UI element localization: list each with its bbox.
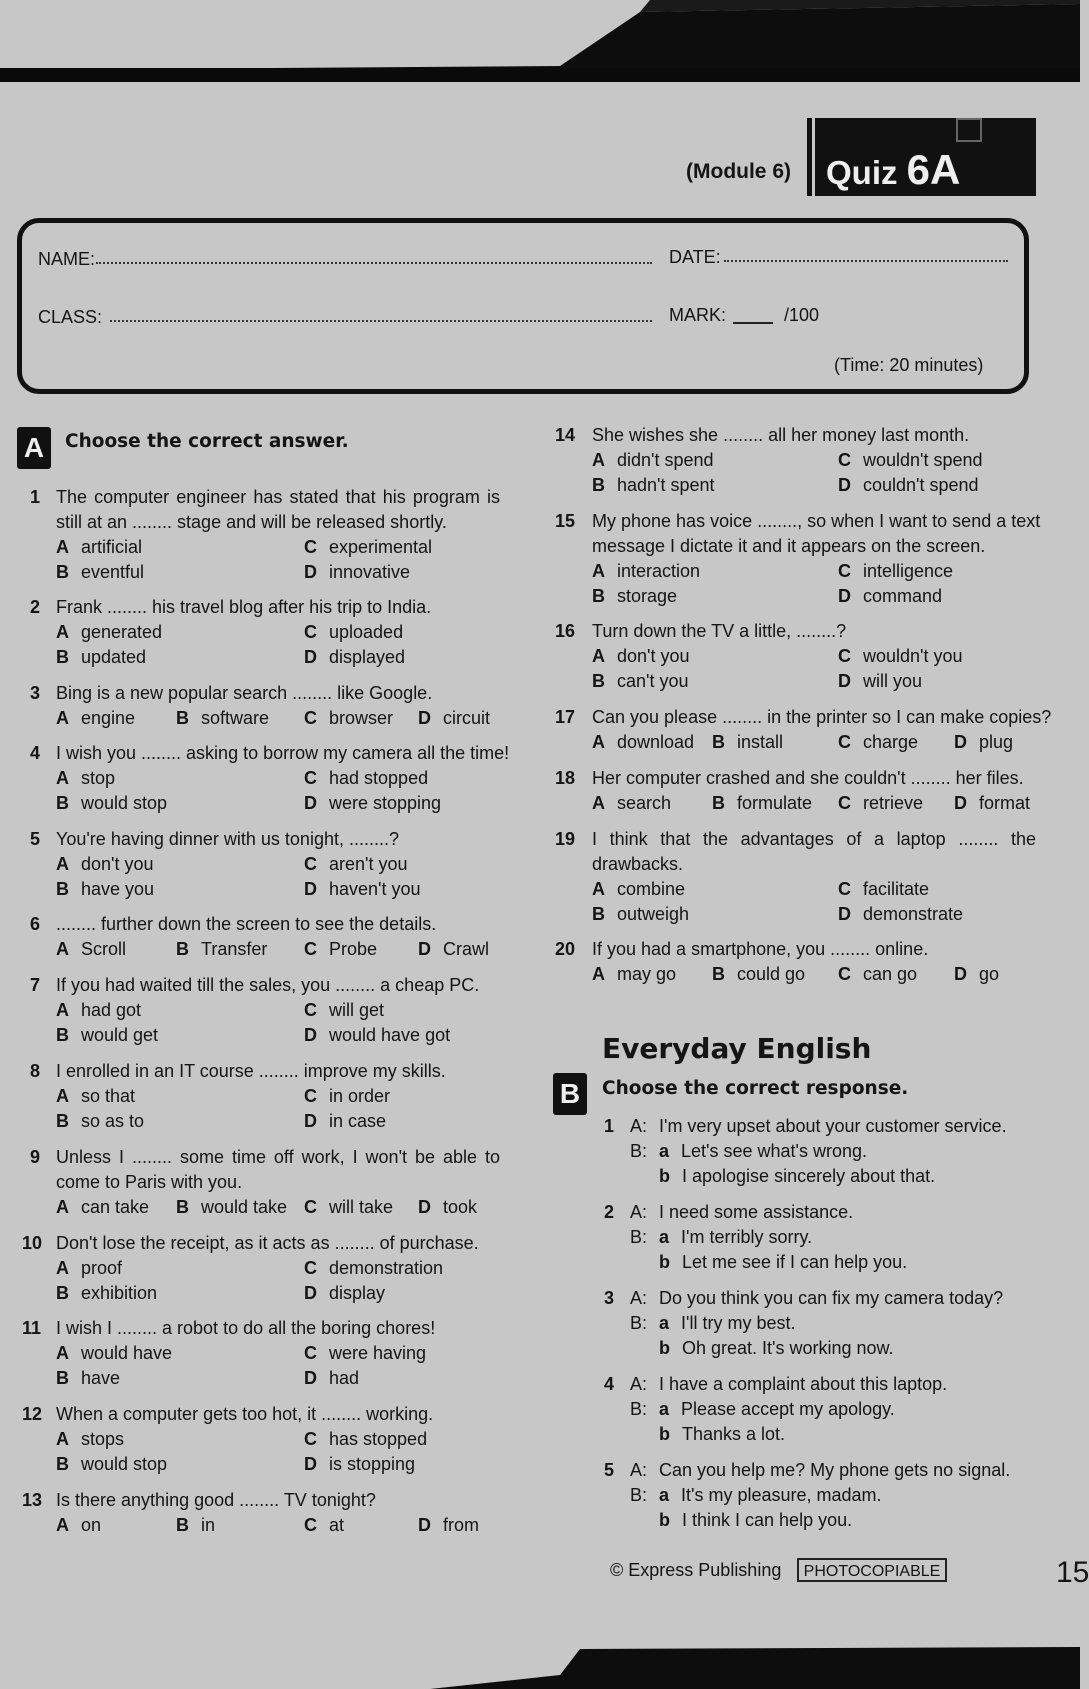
q13-option-c[interactable]: C at xyxy=(304,1515,345,1535)
q9-option-c-text: will take xyxy=(329,1197,394,1217)
response-b-text: Oh great. It's working now. xyxy=(682,1338,894,1358)
q2-number: 2 xyxy=(30,597,41,617)
q3-number: 3 xyxy=(30,683,41,703)
response-b-text: I think I can help you. xyxy=(682,1510,853,1530)
photocopiable-badge: PHOTOCOPIABLE xyxy=(797,1558,947,1582)
q10-text: Don't lose the receipt, as it acts as ........ of purchase. xyxy=(56,1233,479,1253)
q1-option-d[interactable]: D innovative xyxy=(304,562,411,582)
q8-text: I enrolled in an IT course ........ improve my skills. xyxy=(56,1061,446,1081)
response-letter-a: a xyxy=(659,1141,670,1161)
class-field[interactable] xyxy=(110,320,652,322)
q9-text-line2: come to Paris with you. xyxy=(56,1172,243,1192)
q15-option-a[interactable]: A interaction xyxy=(592,561,701,581)
section-b-speaker-b: B: xyxy=(630,1485,648,1505)
q6-option-b-text: Transfer xyxy=(201,939,268,959)
q13-number: 13 xyxy=(22,1490,43,1510)
section-b-speaker-b: B: xyxy=(630,1313,648,1333)
response-letter-b: b xyxy=(659,1338,670,1358)
q11-option-b-text: have xyxy=(81,1368,121,1388)
q14-option-d[interactable]: D couldn't spend xyxy=(838,475,979,495)
q5-option-a-text: don't you xyxy=(81,854,154,874)
q12-option-b-text: would stop xyxy=(81,1454,168,1474)
section-b-statement: Do you think you can fix my camera today? xyxy=(659,1288,1004,1308)
q14-option-d-text: couldn't spend xyxy=(863,475,979,495)
q12-option-d[interactable]: D is stopping xyxy=(304,1454,416,1474)
section-b-speaker-b: B: xyxy=(630,1227,648,1247)
q14-option-c-text: wouldn't spend xyxy=(863,450,983,470)
section-b-speaker-a: A: xyxy=(630,1374,648,1394)
q8-option-a[interactable]: A so that xyxy=(56,1086,136,1106)
q10-option-d[interactable]: D display xyxy=(304,1283,386,1303)
q7-text: If you had waited till the sales, you ........ a cheap PC. xyxy=(56,975,480,995)
q3-option-c[interactable]: C browser xyxy=(304,708,394,728)
q4-option-c-text: had stopped xyxy=(329,768,429,788)
q8-number: 8 xyxy=(30,1061,41,1081)
q15-option-b[interactable]: B storage xyxy=(592,586,678,606)
q6-option-d-text: Crawl xyxy=(443,939,490,959)
q8-option-b-text: so as to xyxy=(81,1111,145,1131)
q16-option-d[interactable]: D will you xyxy=(838,671,923,691)
page-number: 15 xyxy=(1056,1556,1089,1589)
q10-option-a-text: proof xyxy=(81,1258,123,1278)
q4-text: I wish you ........ asking to borrow my camera all the time! xyxy=(56,743,510,763)
q5-text: You're having dinner with us tonight, ........? xyxy=(56,829,399,849)
q20-option-c[interactable]: C can go xyxy=(838,964,918,984)
q4-option-d-text: were stopping xyxy=(329,793,442,813)
q14-option-c[interactable]: C wouldn't spend xyxy=(838,450,983,470)
q20-option-c-text: can go xyxy=(863,964,918,984)
q16-option-c-text: wouldn't you xyxy=(863,646,963,666)
q20-option-d-text: go xyxy=(979,964,1000,984)
response-b-text: Thanks a lot. xyxy=(682,1424,786,1444)
q15-option-a-text: interaction xyxy=(617,561,701,581)
q11-option-d[interactable]: D had xyxy=(304,1368,360,1388)
response-a-text: I'll try my best. xyxy=(681,1313,796,1333)
q1-option-c-text: experimental xyxy=(329,537,433,557)
section-b-speaker-b: B: xyxy=(630,1399,648,1419)
q13-option-d-text: from xyxy=(443,1515,479,1535)
quiz-divider xyxy=(807,118,812,196)
section-b-response-b[interactable] xyxy=(659,1510,852,1531)
q2-option-b[interactable]: B updated xyxy=(56,647,147,667)
q19-text-line2: drawbacks. xyxy=(592,854,684,874)
response-letter-b: b xyxy=(659,1424,670,1444)
q15-option-d[interactable]: D command xyxy=(838,586,943,606)
q19-text-line1: I think that the advantages of a laptop ........ the xyxy=(592,829,1036,849)
response-letter-b: b xyxy=(659,1510,670,1530)
module-label: (Module 6) xyxy=(686,160,791,183)
q1-text-line1: The computer engineer has stated that his program is xyxy=(56,487,500,507)
q3-option-c-text: browser xyxy=(329,708,394,728)
q20-option-a[interactable]: A may go xyxy=(592,964,677,984)
quiz-box-corner xyxy=(956,118,982,142)
section-b-response-a[interactable] xyxy=(659,1313,795,1334)
q6-option-c[interactable]: C Probe xyxy=(304,939,378,959)
q15-option-c-text: intelligence xyxy=(863,561,954,581)
q2-option-c[interactable]: C uploaded xyxy=(304,622,404,642)
q13-text: Is there anything good ........ TV tonight? xyxy=(56,1490,376,1510)
q12-number: 12 xyxy=(22,1404,43,1424)
q5-option-b-text: have you xyxy=(81,879,155,899)
q4-number: 4 xyxy=(30,743,41,763)
mark-total: /100 xyxy=(784,305,820,325)
section-a-instruction: Choose the correct answer. xyxy=(65,431,349,452)
q1-option-a[interactable]: A artificial xyxy=(56,537,143,557)
q2-option-d[interactable]: D displayed xyxy=(304,647,406,667)
q16-option-a[interactable]: A don't you xyxy=(592,646,690,666)
q11-option-d-text: had xyxy=(329,1368,360,1388)
q8-option-d[interactable]: D in case xyxy=(304,1111,387,1131)
response-a-text: It's my pleasure, madam. xyxy=(681,1485,882,1505)
q17-text: Can you please ........ in the printer so I can make copies? xyxy=(592,707,1052,727)
q14-option-a[interactable]: A didn't spend xyxy=(592,450,714,470)
name-label: NAME: xyxy=(38,249,96,269)
q12-text: When a computer gets too hot, it ........ working. xyxy=(56,1404,434,1424)
q9-option-b-text: would take xyxy=(201,1197,288,1217)
q6-number: 6 xyxy=(30,914,41,934)
q4-option-a[interactable]: A stop xyxy=(56,768,116,788)
q19-number: 19 xyxy=(555,829,576,849)
q7-option-d[interactable]: D would have got xyxy=(304,1025,451,1045)
q5-option-d-text: haven't you xyxy=(329,879,421,899)
q12-option-d-text: is stopping xyxy=(329,1454,416,1474)
q3-option-a[interactable]: A engine xyxy=(56,708,136,728)
q3-option-d[interactable]: D circuit xyxy=(418,708,491,728)
time-note: (Time: 20 minutes) xyxy=(834,355,984,375)
q20-option-d[interactable]: D go xyxy=(954,964,1000,984)
section-b-speaker-a: A: xyxy=(630,1288,648,1308)
q19-option-d[interactable]: D demonstrate xyxy=(838,904,964,924)
section-b-statement: Can you help me? My phone gets no signal. xyxy=(659,1460,1011,1480)
section-b-statement: I have a complaint about this laptop. xyxy=(659,1374,948,1394)
q10-number: 10 xyxy=(22,1233,43,1253)
q17-option-c-text: charge xyxy=(863,732,919,752)
q12-option-c[interactable]: C has stopped xyxy=(304,1429,428,1449)
q15-option-c[interactable]: C intelligence xyxy=(838,561,954,581)
response-a-text: I'm terribly sorry. xyxy=(681,1227,813,1247)
q16-option-d-text: will you xyxy=(863,671,923,691)
q4-option-a-text: stop xyxy=(81,768,116,788)
q5-option-a[interactable]: A don't you xyxy=(56,854,154,874)
q16-option-a-text: don't you xyxy=(617,646,690,666)
name-field[interactable] xyxy=(96,262,652,264)
response-a-text: Please accept my apology. xyxy=(681,1399,895,1419)
response-letter-a: a xyxy=(659,1485,670,1505)
q20-number: 20 xyxy=(555,939,576,959)
q8-option-c[interactable]: C in order xyxy=(304,1086,391,1106)
section-b-response-b[interactable] xyxy=(659,1166,935,1187)
q11-option-b[interactable]: B have xyxy=(56,1368,121,1388)
response-letter-a: a xyxy=(659,1227,670,1247)
q14-option-b[interactable]: B hadn't spent xyxy=(592,475,715,495)
copyright: © Express Publishing xyxy=(610,1560,782,1580)
q18-option-c[interactable]: C retrieve xyxy=(838,793,924,813)
q8-option-c-text: in order xyxy=(329,1086,391,1106)
quiz-number: 6A xyxy=(906,146,961,193)
q4-option-c[interactable]: C had stopped xyxy=(304,768,429,788)
section-b-speaker-a: A: xyxy=(630,1460,648,1480)
q18-option-a-text: search xyxy=(617,793,672,813)
q11-option-c[interactable]: C were having xyxy=(304,1343,427,1363)
q1-text-line2: still at an ........ stage and will be released shortly. xyxy=(56,512,447,532)
q16-option-b[interactable]: B can't you xyxy=(592,671,689,691)
q7-option-a-text: had got xyxy=(81,1000,142,1020)
q1-option-b[interactable]: B eventful xyxy=(56,562,145,582)
q6-text: ........ further down the screen to see the details. xyxy=(56,914,437,934)
q14-number: 14 xyxy=(555,425,576,445)
q14-text: She wishes she ........ all her money last month. xyxy=(592,425,970,445)
scan-bottom-band xyxy=(0,1645,1080,1689)
q6-option-a-text: Scroll xyxy=(81,939,127,959)
section-b-item-number: 2 xyxy=(604,1202,615,1222)
q18-option-d-text: format xyxy=(979,793,1031,813)
section-b-response-a[interactable] xyxy=(659,1485,882,1506)
q2-option-a[interactable]: A generated xyxy=(56,622,163,642)
q15-number: 15 xyxy=(555,511,576,531)
q9-number: 9 xyxy=(30,1147,41,1167)
q17-option-b[interactable]: B install xyxy=(712,732,784,752)
q11-option-a[interactable]: A would have xyxy=(56,1343,173,1363)
q1-option-b-text: eventful xyxy=(81,562,145,582)
q9-text-line1: Unless I ........ some time off work, I won't be able to xyxy=(56,1147,500,1167)
q15-text-line1: My phone has voice ........, so when I want to send a text xyxy=(592,511,1041,531)
q16-option-c[interactable]: C wouldn't you xyxy=(838,646,963,666)
q6-option-d[interactable]: D Crawl xyxy=(418,939,490,959)
q5-option-d[interactable]: D haven't you xyxy=(304,879,421,899)
q10-option-a[interactable]: A proof xyxy=(56,1258,123,1278)
q19-option-d-text: demonstrate xyxy=(863,904,964,924)
section-b-response-b[interactable] xyxy=(659,1338,894,1359)
q7-option-a[interactable]: A had got xyxy=(56,1000,142,1020)
q3-option-b[interactable]: B software xyxy=(176,708,270,728)
response-letter-b: b xyxy=(659,1252,670,1272)
q17-option-d[interactable]: D plug xyxy=(954,732,1014,752)
q7-option-c-text: will get xyxy=(329,1000,385,1020)
q6-option-b[interactable]: B Transfer xyxy=(176,939,268,959)
q10-option-b[interactable]: B exhibition xyxy=(56,1283,158,1303)
q19-option-a-text: combine xyxy=(617,879,686,899)
q2-option-c-text: uploaded xyxy=(329,622,404,642)
q17-option-a[interactable]: A download xyxy=(592,732,695,752)
q16-text: Turn down the TV a little, ........? xyxy=(592,621,847,641)
q9-option-a-text: can take xyxy=(81,1197,150,1217)
q8-option-a-text: so that xyxy=(81,1086,136,1106)
q19-option-b[interactable]: B outweigh xyxy=(592,904,690,924)
q4-option-b-text: would stop xyxy=(81,793,168,813)
q19-option-b-text: outweigh xyxy=(617,904,690,924)
q6-option-a[interactable]: A Scroll xyxy=(56,939,127,959)
q12-option-a[interactable]: A stops xyxy=(56,1429,125,1449)
q17-number: 17 xyxy=(555,707,576,727)
q10-option-d-text: display xyxy=(329,1283,386,1303)
q18-number: 18 xyxy=(555,768,576,788)
q15-option-b-text: storage xyxy=(617,586,678,606)
q8-option-d-text: in case xyxy=(329,1111,387,1131)
section-b-statement: I need some assistance. xyxy=(659,1202,854,1222)
q17-option-c[interactable]: C charge xyxy=(838,732,919,752)
q20-option-b-text: could go xyxy=(737,964,806,984)
q13-option-b-text: in xyxy=(201,1515,216,1535)
q18-option-b-text: formulate xyxy=(737,793,813,813)
q5-option-c[interactable]: C aren't you xyxy=(304,854,408,874)
response-letter-a: a xyxy=(659,1399,670,1419)
response-letter-b: b xyxy=(659,1166,670,1186)
q20-option-b[interactable]: B could go xyxy=(712,964,806,984)
q11-number: 11 xyxy=(22,1318,42,1338)
response-letter-a: a xyxy=(659,1313,670,1333)
quiz-title xyxy=(826,146,960,194)
q7-option-b-text: would get xyxy=(81,1025,159,1045)
section-b-instruction: Choose the correct response. xyxy=(602,1078,909,1099)
section-b-response-b[interactable] xyxy=(659,1252,907,1273)
section-b-response-b[interactable] xyxy=(659,1424,785,1445)
q9-option-b[interactable]: B would take xyxy=(176,1197,288,1217)
q16-option-b-text: can't you xyxy=(617,671,689,691)
q9-option-d-text: took xyxy=(443,1197,478,1217)
q17-option-b-text: install xyxy=(737,732,784,752)
q7-option-b[interactable]: B would get xyxy=(56,1025,159,1045)
everyday-english-heading: Everyday English xyxy=(602,1032,872,1065)
q16-number: 16 xyxy=(555,621,576,641)
q12-option-c-text: has stopped xyxy=(329,1429,428,1449)
q20-option-a-text: may go xyxy=(617,964,677,984)
response-b-text: Let me see if I can help you. xyxy=(682,1252,908,1272)
q3-option-a-text: engine xyxy=(81,708,136,728)
q17-option-a-text: download xyxy=(617,732,695,752)
q14-option-a-text: didn't spend xyxy=(617,450,714,470)
section-b-item-number: 5 xyxy=(604,1460,615,1480)
q18-option-b[interactable]: B formulate xyxy=(712,793,813,813)
q8-option-b[interactable]: B so as to xyxy=(56,1111,145,1131)
q12-option-b[interactable]: B would stop xyxy=(56,1454,168,1474)
q18-option-d[interactable]: D format xyxy=(954,793,1031,813)
q18-option-a[interactable]: A search xyxy=(592,793,672,813)
quiz-prefix: Quiz xyxy=(826,154,907,191)
mark-field[interactable] xyxy=(733,322,773,324)
q2-option-d-text: displayed xyxy=(329,647,406,667)
q11-text: I wish I ........ a robot to do all the boring chores! xyxy=(56,1318,436,1338)
section-b-response-a[interactable] xyxy=(659,1227,812,1248)
q19-option-a[interactable]: A combine xyxy=(592,879,686,899)
q1-option-a-text: artificial xyxy=(81,537,143,557)
q11-option-a-text: would have xyxy=(81,1343,173,1363)
response-a-text: Let's see what's wrong. xyxy=(681,1141,867,1161)
q15-option-d-text: command xyxy=(863,586,943,606)
section-b-response-a[interactable] xyxy=(659,1399,895,1420)
q13-option-b[interactable]: B in xyxy=(176,1515,216,1535)
q3-text: Bing is a new popular search ........ like Google. xyxy=(56,683,433,703)
q13-option-a-text: on xyxy=(81,1515,102,1535)
section-b-statement: I'm very upset about your customer service. xyxy=(659,1116,1007,1136)
date-label: DATE: xyxy=(669,247,721,267)
q2-option-a-text: generated xyxy=(81,622,163,642)
section-b-item-number: 1 xyxy=(604,1116,615,1136)
q3-option-b-text: software xyxy=(201,708,270,728)
q6-option-c-text: Probe xyxy=(329,939,378,959)
q10-option-c-text: demonstration xyxy=(329,1258,444,1278)
q3-option-d-text: circuit xyxy=(443,708,491,728)
section-b-speaker-b: B: xyxy=(630,1141,648,1161)
q10-option-b-text: exhibition xyxy=(81,1283,158,1303)
q11-option-c-text: were having xyxy=(329,1343,427,1363)
section-b-item-number: 3 xyxy=(604,1288,615,1308)
q5-number: 5 xyxy=(30,829,41,849)
q19-option-c[interactable]: C facilitate xyxy=(838,879,930,899)
section-b-item-number: 4 xyxy=(604,1374,615,1394)
response-b-text: I apologise sincerely about that. xyxy=(682,1166,936,1186)
mark-label: MARK: xyxy=(669,305,727,325)
section-b-response-a[interactable] xyxy=(659,1141,867,1162)
q7-option-c[interactable]: C will get xyxy=(304,1000,385,1020)
q10-option-c[interactable]: C demonstration xyxy=(304,1258,444,1278)
q9-option-c[interactable]: C will take xyxy=(304,1197,394,1217)
q19-option-c-text: facilitate xyxy=(863,879,930,899)
q1-option-c[interactable]: C experimental xyxy=(304,537,433,557)
section-b-badge: B xyxy=(553,1073,587,1115)
q13-option-c-text: at xyxy=(329,1515,345,1535)
section-a-badge: A xyxy=(17,427,51,469)
q20-text: If you had a smartphone, you ........ online. xyxy=(592,939,929,959)
q1-option-d-text: innovative xyxy=(329,562,411,582)
q13-option-d[interactable]: D from xyxy=(418,1515,479,1535)
q9-option-a[interactable]: A can take xyxy=(56,1197,150,1217)
q15-text-line2: message I dictate it and it appears on the screen. xyxy=(592,536,986,556)
q4-option-d[interactable]: D were stopping xyxy=(304,793,442,813)
class-label: CLASS: xyxy=(38,307,103,327)
q7-option-d-text: would have got xyxy=(329,1025,451,1045)
q5-option-c-text: aren't you xyxy=(329,854,408,874)
q2-text: Frank ........ his travel blog after his trip to India. xyxy=(56,597,432,617)
date-field[interactable] xyxy=(724,260,1008,262)
q12-option-a-text: stops xyxy=(81,1429,125,1449)
q7-number: 7 xyxy=(30,975,41,995)
q13-option-a[interactable]: A on xyxy=(56,1515,102,1535)
q18-text: Her computer crashed and she couldn't ........ her files. xyxy=(592,768,1024,788)
q17-option-d-text: plug xyxy=(979,732,1014,752)
section-b-speaker-a: A: xyxy=(630,1202,648,1222)
q1-number: 1 xyxy=(30,487,41,507)
q18-option-c-text: retrieve xyxy=(863,793,924,813)
section-b-speaker-a: A: xyxy=(630,1116,648,1136)
q9-option-d[interactable]: D took xyxy=(418,1197,478,1217)
q14-option-b-text: hadn't spent xyxy=(617,475,715,495)
q2-option-b-text: updated xyxy=(81,647,147,667)
scan-top-band xyxy=(0,0,1080,82)
q4-option-b[interactable]: B would stop xyxy=(56,793,168,813)
q5-option-b[interactable]: B have you xyxy=(56,879,155,899)
